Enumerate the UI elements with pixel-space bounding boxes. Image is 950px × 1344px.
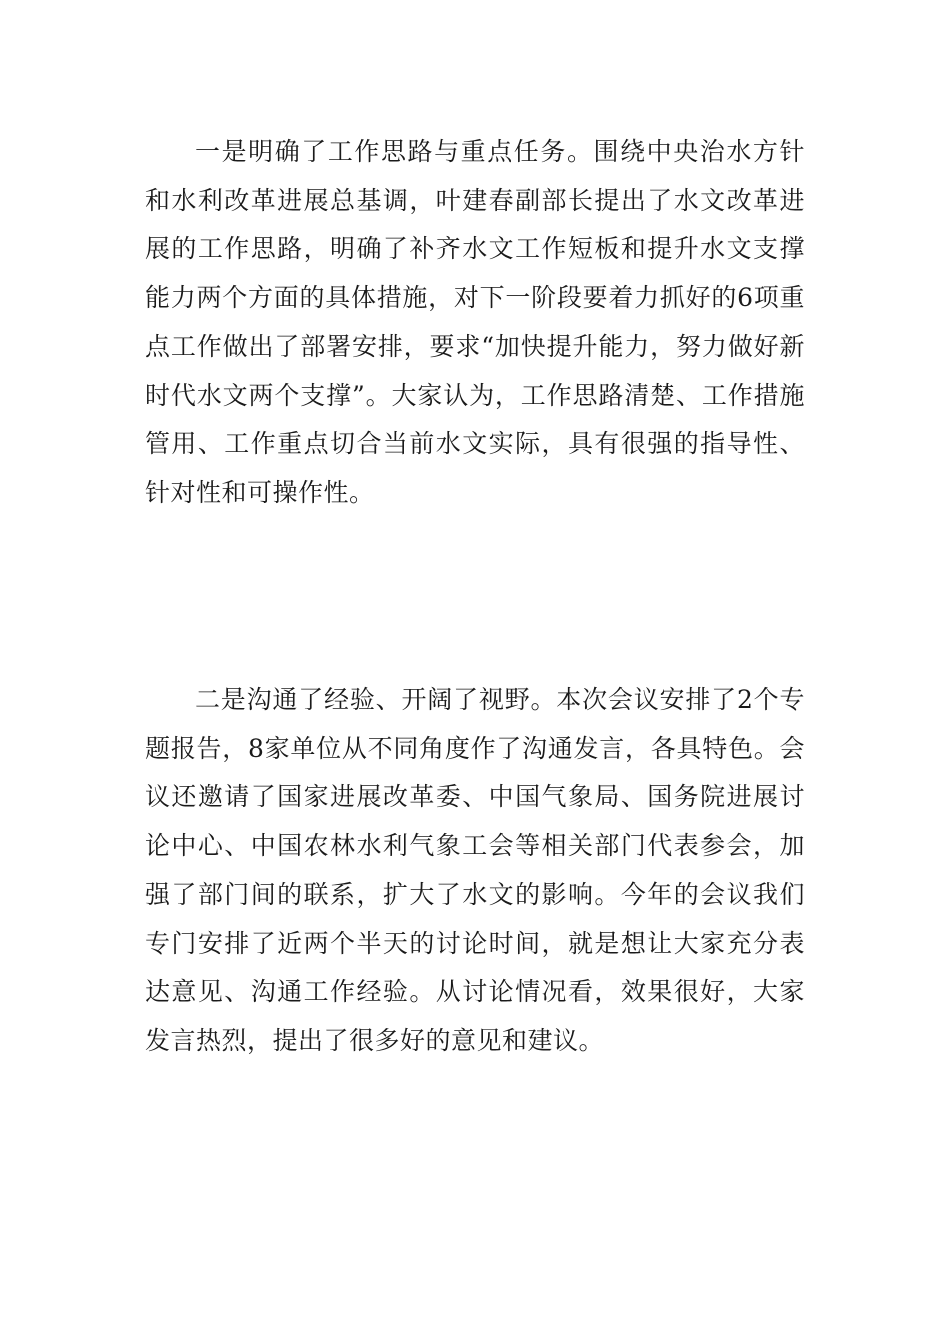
paragraph-experience-exchange: 二是沟通了经验、开阔了视野。本次会议安排了2个专题报告，8家单位从不同角度作了沟通发言，各具特色。会议还邀请了国家进展改革委、中国气象局、国务院进展讨论中心、中国农林水利气象工会等相关部门代表参会，加强了部门间的联系，扩大了水文的影响。今年的会议我们专门安排了近两个半天的讨论时间，就是想让大家充分表达意见、沟通工作经验。从讨论情况看，效果很好，大家发言热烈，提出了很多好的意见和建议。 <box>145 685 805 1055</box>
paragraph-work-ideas: 一是明确了工作思路与重点任务。围绕中央治水方针和水利改革进展总基调，叶建春副部长提出了水文改革进展的工作思路，明确了补齐水文工作短板和提升水文支撑能力两个方面的具体措施，对下一阶段要着力抓好的6项重点工作做出了部署安排，要求“加快提升能力，努力做好新时代水文两个支撑”。大家认为，工作思路清楚、工作措施管用、工作重点切合当前水文实际，具有很强的指导性、针对性和可操作性。 <box>145 137 805 507</box>
